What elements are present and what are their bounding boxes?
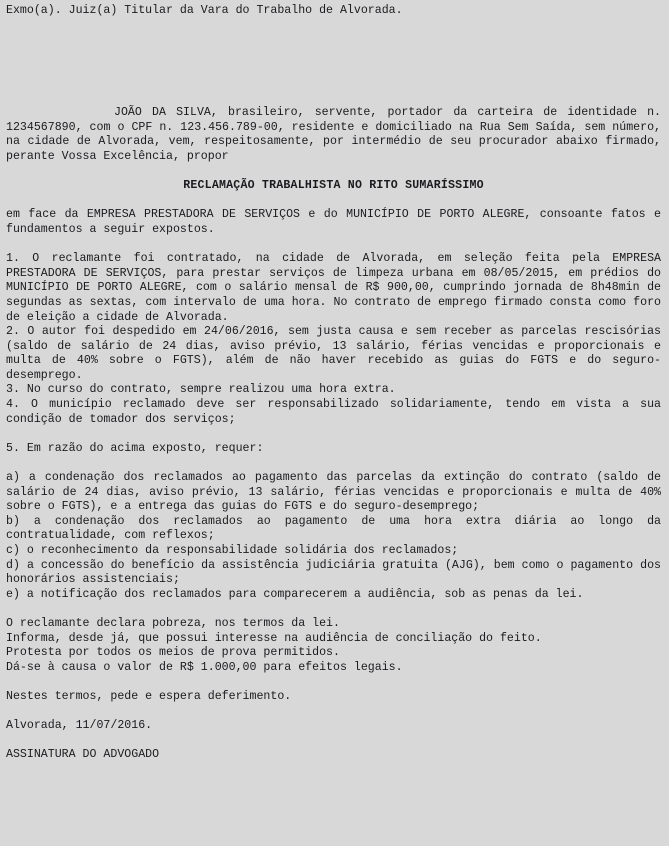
closing-line-poverty-declaration: O reclamante declara pobreza, nos termos da lei. <box>6 616 340 630</box>
closing-line-claim-value: Dá-se à causa o valor de R$ 1.000,00 para efeitos legais. <box>6 660 403 674</box>
request-item-d: d) a concessão do benefício da assistência judiciária gratuita (AJG), bem como o pagamento dos honorários assistenciais; <box>6 558 668 587</box>
addressee-line: Exmo(a). Juiz(a) Titular da Vara do Trabalho de Alvorada. <box>6 4 403 17</box>
closing-line-evidence-protest: Protesta por todos os meios de prova permitidos. <box>6 646 340 660</box>
spacer-before-place-date <box>6 705 661 720</box>
request-item-b: b) a condenação dos reclamados ao pagamento de uma hora extra diária ao longo da contratualidade, com reflexos; <box>6 514 668 543</box>
requests-intro: 5. Em razão do acima exposto, requer: <box>6 441 264 455</box>
spacer-before-closing <box>6 602 661 617</box>
place-and-date: Alvorada, 11/07/2016. <box>6 719 153 733</box>
fact-item-3: 3. No curso do contrato, sempre realizou uma hora extra. <box>6 383 396 397</box>
spacer-before-facts <box>6 238 661 253</box>
spacer-before-requests-intro <box>6 427 661 442</box>
fact-item-2: 2. O autor foi despedido em 24/06/2016, sem justa causa e sem receber as parcelas rescisórias (saldo de salário de 24 dias, aviso prévio, 13 salário, férias vencidas e proporcionais e multa de 40% sobre o FGTS), além de não haver recebido as guias do FGTS e do seguro-desemprego. <box>6 325 668 382</box>
document-title: RECLAMAÇÃO TRABALHISTA NO RITO SUMARÍSSIMO <box>183 179 484 193</box>
defendants-paragraph: em face da EMPRESA PRESTADORA DE SERVIÇOS e do MUNICÍPIO DE PORTO ALEGRE, consoante fatos e fundamentos a seguir expostos. <box>6 208 668 236</box>
spacer-before-title <box>6 165 661 180</box>
fact-item-4: 4. O município reclamado deve ser responsabilizado solidariamente, tendo em vista a sua condição de tomador dos serviços; <box>6 398 668 426</box>
request-item-e: e) a notificação dos reclamados para comparecerem a audiência, sob as penas da lei. <box>6 587 584 601</box>
terms-line: Nestes termos, pede e espera deferimento. <box>6 689 292 703</box>
spacer-after-requests-intro <box>6 456 661 471</box>
spacer-before-terms <box>6 675 661 690</box>
spacer-after-addressee-2 <box>6 92 661 107</box>
closing-line-conciliation-interest: Informa, desde já, que possui interesse na audiência de conciliação do feito. <box>6 631 542 645</box>
fact-item-1: 1. O reclamante foi contratado, na cidade de Alvorada, em seleção feita pela EMPRESA PRESTADORA DE SERVIÇOS, para prestar serviços de limpeza urbana em 08/05/2015, em prédios do MUNICÍPIO DE PORTO ALEGRE, com o salário mensal de R$ 900,00, cumprindo jornada de 8h48min de segundas as sextas, com intervalo de uma hora. No contrato de emprego firmado consta como foro de eleição a cidade de Alvorada. <box>6 252 668 324</box>
party-qualification-paragraph: JOÃO DA SILVA, brasileiro, servente, portador da carteira de identidade n. 1234567890, com o CPF n. 123.456.789-00, residente e domiciliado na Rua Sem Saída, sem número, na cidade de Alvorada, vem, respeitosamente, por intermédio de seu procurador abaixo firmado, perante Vossa Excelência, propor <box>6 106 668 163</box>
request-item-a: a) a condenação dos reclamados ao pagamento das parcelas da extinção do contrato (saldo de salário de 24 dias, aviso prévio, 13 salário, férias vencidas e proporcionais e multa de 40% sobre o FGTS), e a entrega das guias do FGTS e do seguro-desemprego; <box>6 471 668 514</box>
spacer-after-addressee <box>6 19 661 92</box>
request-item-c: c) o reconhecimento da responsabilidade solidária dos reclamados; <box>6 544 459 557</box>
signature-line: ASSINATURA DO ADVOGADO <box>6 748 160 762</box>
spacer-before-signature <box>6 734 661 749</box>
spacer-after-title <box>6 194 661 209</box>
